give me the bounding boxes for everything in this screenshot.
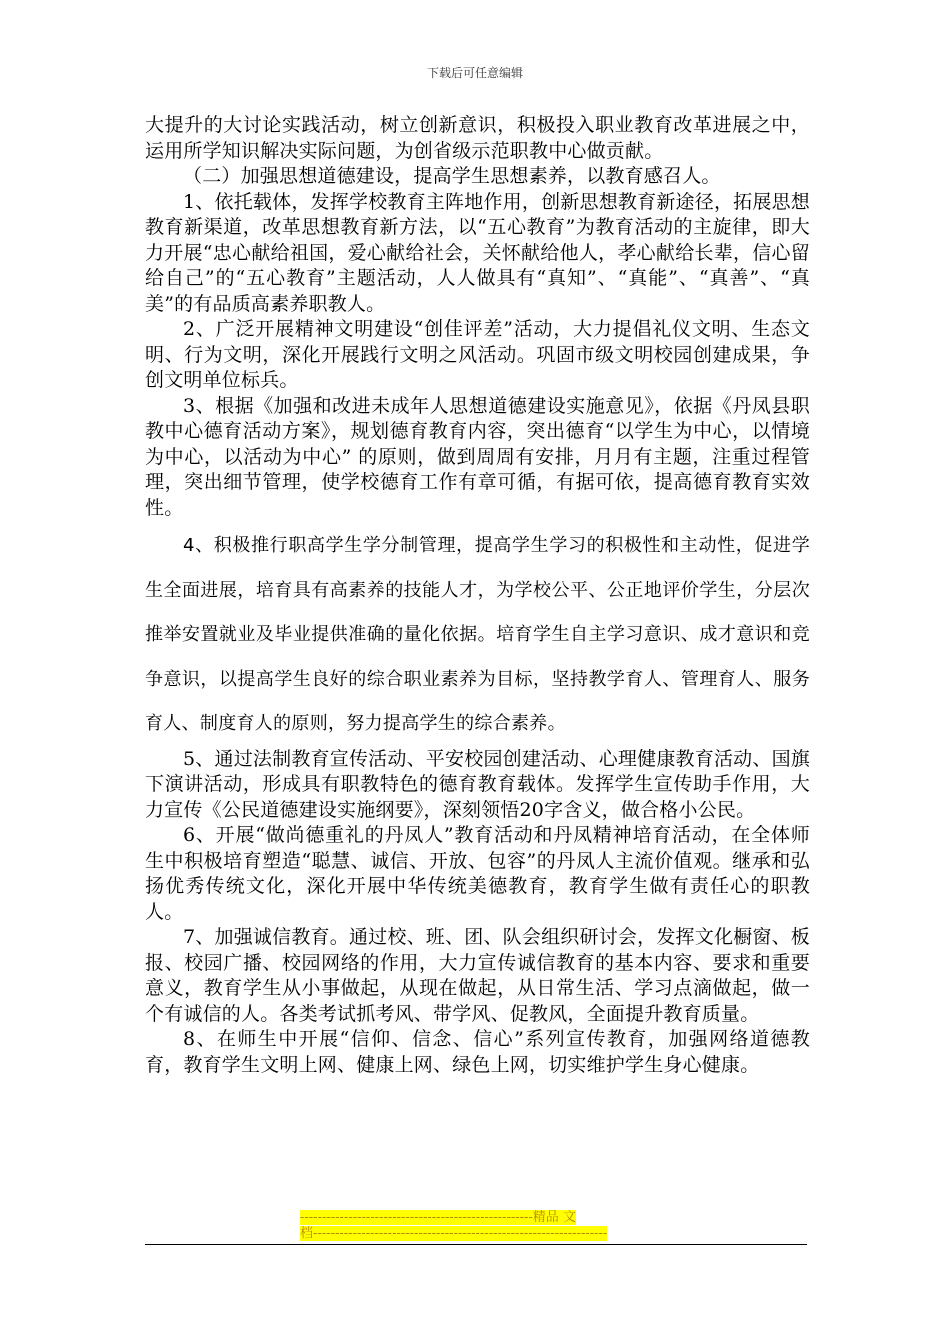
document-body <box>145 113 810 1078</box>
footer-text-1: -----------------------------------------------------精品 文 <box>300 1210 576 1225</box>
footer-watermark-line-1 <box>300 1210 576 1226</box>
paragraph-item-8: 8、在师生中开展“信仰、信念、信心”系列宣传教育，加强网络道德教育，教育学生文明上网、健康上网、绿色上网，切实维护学生身心健康。 <box>145 1028 810 1076</box>
paragraph-item-4: 4、积极推行职高学生学分制管理，提高学生学习的积极性和主动性，促进学生全面进展，培育具有高素养的技能人才，为学校公平、公正地评价学生，分层次推举安置就业及毕业提供准确的量化依据。培育学生自主学习意识、成才意识和竞争意识，以提高学生良好的综合职业素养为目标，坚持教学育人、管理育人、服务育人、制度育人的原则，努力提高学生的综合素养。 <box>145 535 810 734</box>
paragraph-item-3: 3、根据《加强和改进未成年人思想道德建设实施意见》，依据《丹凤县职教中心德育活动方案》，规划德育教育内容，突出德育“以学生为中心，以情境为中心，以活动为中心” 的原则，做到周周有安排，月月有主题，注重过程管理，突出细节管理，使学校德育工作有章可循，有据可依，提高德育教育实效性。 <box>145 394 810 519</box>
footer-rule <box>145 1244 807 1245</box>
paragraph-continuation: 大提升的大讨论实践活动，树立创新意识，积极投入职业教育改革进展之中，运用所学知识解决实际问题，为创省级示范职教中心做贡献。 <box>145 114 810 162</box>
footer-watermark-line-2 <box>300 1226 607 1242</box>
page-header: 下载后可任意编辑 <box>426 66 523 80</box>
paragraph-item-5: 5、通过法制教育宣传活动、平安校园创建活动、心理健康教育活动、国旗下演讲活动，形成具有职教特色的德育教育载体。发挥学生宣传助手作用，大力宣传《公民道德建设实施纲要》，深刻领悟20字含义，做合格小公民。 <box>145 747 810 821</box>
section-heading: （二）加强思想道德建设，提高学生思想素养，以教育感召人。 <box>183 165 721 187</box>
paragraph-item-1: 1、依托载体，发挥学校教育主阵地作用，创新思想教育新途径，拓展思想教育新渠道，改革思想教育新方法，以“五心教育”为教育活动的主旋律，即大力开展“忠心献给祖国，爱心献给社会，关怀献给他人，孝心献给长辈，信心留给自己”的“五心教育”主题活动，人人做具有“真知”、“真能”、“真善”、“真美”的有品质高素养职教人。 <box>145 190 810 315</box>
paragraph-item-7: 7、加强诚信教育。通过校、班、团、队会组织研讨会，发挥文化橱窗、板报、校园广播、校园网络的作用，大力宣传诚信教育的基本内容、要求和重要意义，教育学生从小事做起，从现在做起，从日常生活、学习点滴做起，做一个有诚信的人。各类考试抓考风、带学风、促教风，全面提升教育质量。 <box>145 926 810 1025</box>
paragraph-item-6: 6、开展“做尚德重礼的丹凤人”教育活动和丹凤精神培育活动，在全体师生中积极培育塑造“聪慧、诚信、开放、包容”的丹凤人主流价值观。继承和弘扬优秀传统文化，深化开展中华传统美德教育，教育学生做有责任心的职教人。 <box>145 824 810 923</box>
footer-text-2: 档------------------------------------------------------------------- <box>300 1226 608 1241</box>
paragraph-item-2: 2、广泛开展精神文明建设“创佳评差”活动，大力提倡礼仪文明、生态文明、行为文明，深化开展践行文明之风活动。巩固市级文明校园创建成果，争创文明单位标兵。 <box>145 318 810 391</box>
